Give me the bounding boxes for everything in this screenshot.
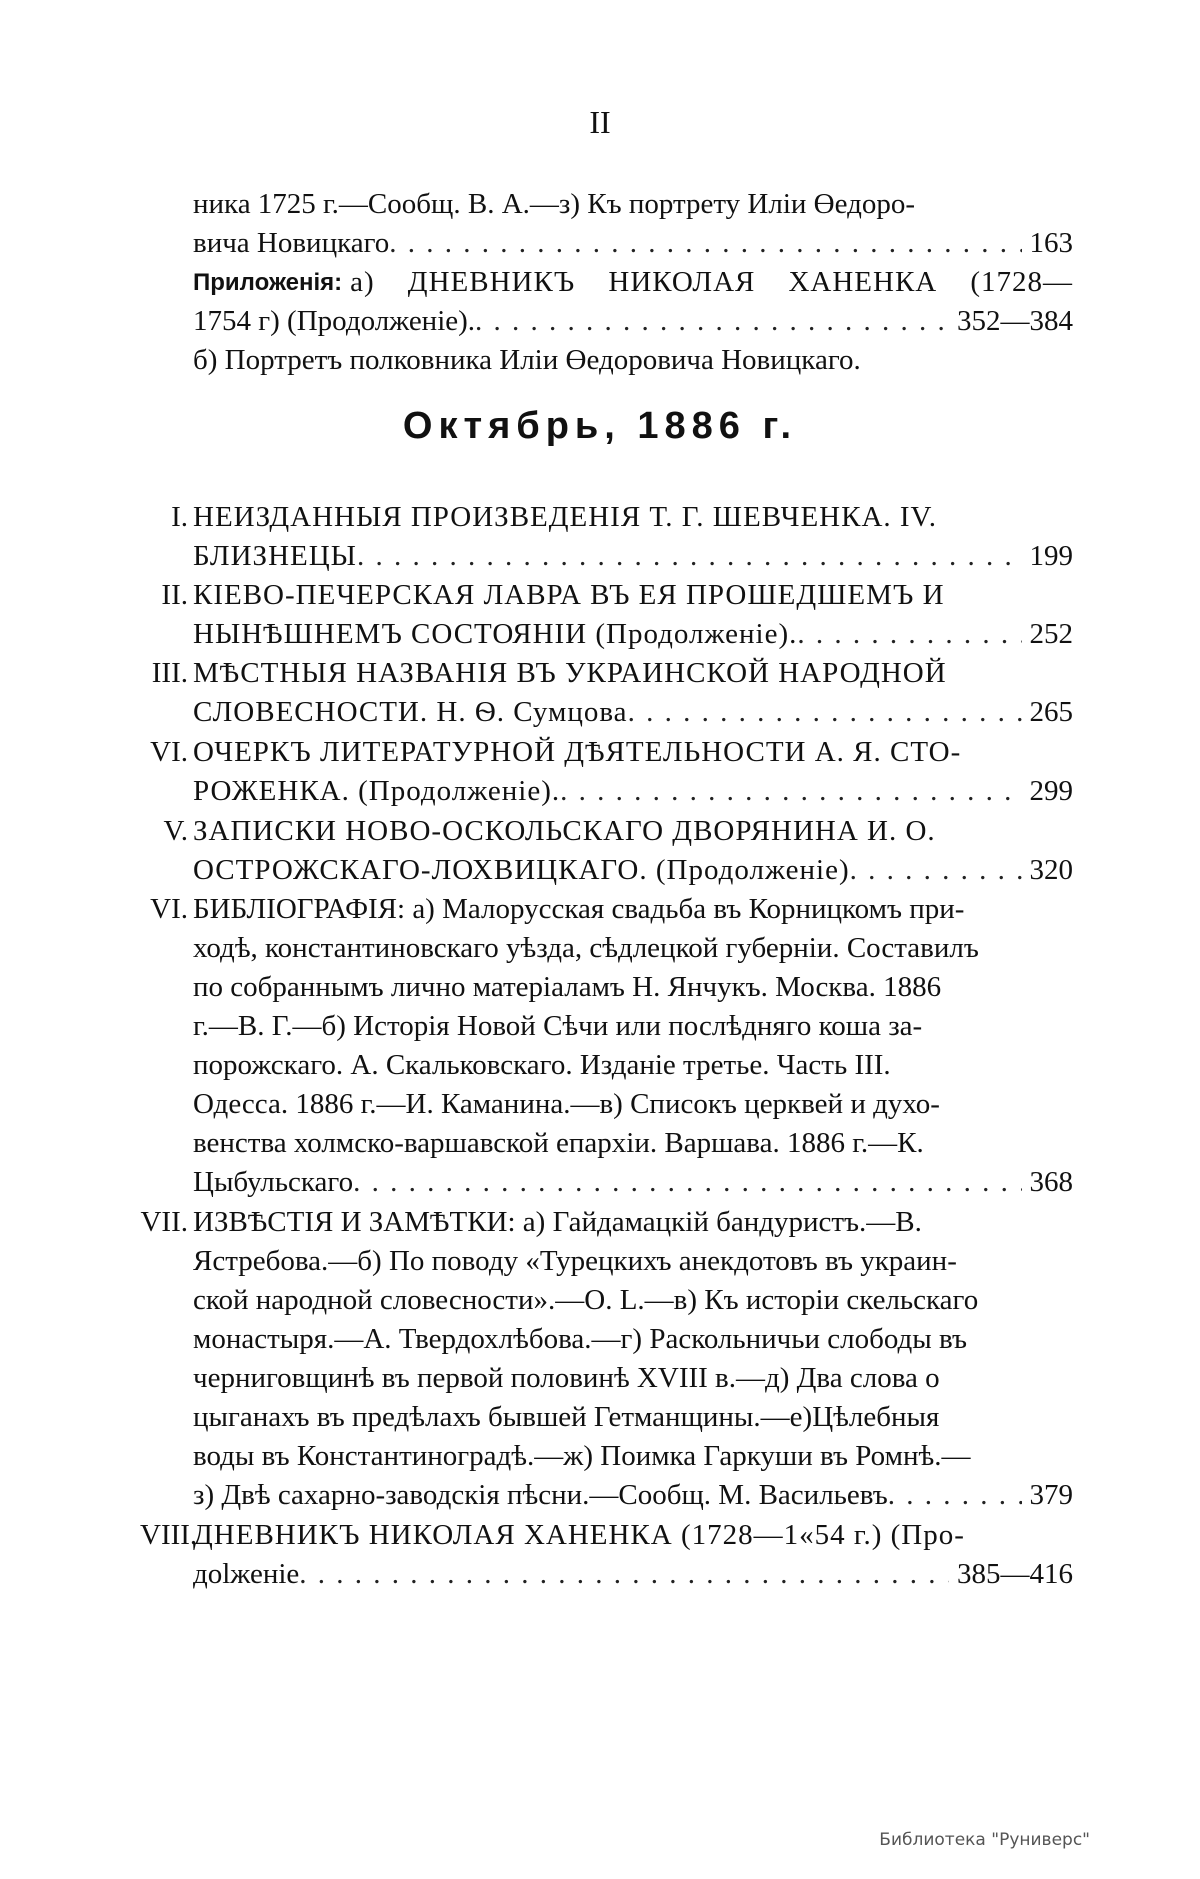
toc-entry [140,1516,1073,1594]
leader-dots [353,1163,1021,1202]
toc-entry [140,498,1073,576]
appendix-text: а) ДНЕВНИКЪ НИКОЛАЯ ХАНЕНКА (1728— [350,266,1073,298]
entry-page: 265 [1029,696,1073,728]
entry-line: ской народной словесности».—О. L.—в) Къ исторіи скельскаго [193,1284,979,1316]
entry-body [193,733,1073,811]
leader-dots [475,302,949,341]
entry-body [193,890,1073,1202]
leader-dots [888,1476,1022,1515]
entry-line: НЕИЗДАННЫЯ ПРОИЗВЕДЕНІЯ Т. Г. ШЕВЧЕНКА. IV. [193,501,938,533]
entry-last-text: доlженіе [193,1558,300,1590]
leader-dots [850,851,1022,890]
leader-dots [357,537,1022,576]
entry-last-line [193,772,1073,811]
entry-line: г.—В. Г.—б) Исторія Новой Сѣчи или послѣдняго коша за- [193,1010,923,1042]
entry-line: МѢСТНЫЯ НАЗВАНІЯ ВЪ УКРАИНСКОЙ НАРОДНОЙ [193,657,947,689]
continuation-line-2 [193,224,1073,263]
entry-line: ЗАПИСКИ НОВО-ОСКОЛЬСКАГО ДВОРЯНИНА И. О. [193,815,936,847]
month-heading: Октябрь, 1886 г. [402,405,798,447]
entry-last-line [193,537,1073,576]
toc-entry [140,733,1073,811]
entry-last-text: РОЖЕНКА. (Продолженіе). [193,775,561,807]
entry-last-text: Цыбульскаго [193,1166,354,1198]
entry-numeral: VII. [140,1206,188,1238]
leader-dots [628,693,1022,732]
entry-body [193,1203,1073,1515]
leader-dots [299,1555,949,1594]
toc-entry [140,890,1073,1202]
entry-numeral: VI. [150,736,188,768]
entry-last-line [193,615,1073,654]
entry-line: ОЧЕРКЪ ЛИТЕРАТУРНОЙ ДѢЯТЕЛЬНОСТИ А. Я. СТО- [193,736,962,768]
continuation-line-3 [193,263,1073,302]
entry-last-text: НЫНѢШНЕМЪ СОСТОЯНІИ (Продолженіе). [193,618,798,650]
entry-numeral: VI. [150,893,188,925]
page-ref: 352—384 [957,305,1073,337]
entry-body [193,576,1073,654]
entry-body [193,654,1073,732]
page-ref: 163 [1029,227,1073,259]
entry-numeral: II. [161,579,188,611]
entry-line: ДНЕВНИКЪ НИКОЛАЯ ХАНЕНКА (1728—1«54 г.) (Про- [193,1519,965,1551]
entry-body [193,1516,1073,1594]
entry-line: порожскаго. А. Скальковскаго. Изданіе третье. Часть III. [193,1049,891,1081]
entry-line: цыганахъ въ предѣлахъ бывшей Гетманщины.—е)Цѣлебныя [193,1401,940,1433]
entry-line: ходѣ, константиновскаго уѣзда, сѣдлецкой губерніи. Составилъ [193,932,979,964]
entry-line: Одесса. 1886 г.—И. Каманина.—в) Списокъ церквей и духо- [193,1088,940,1120]
entry-last-line [193,693,1073,732]
entry-line: БИБЛІОГРАФІЯ: а) Малорусская свадьба въ Корницкомъ при- [193,893,965,925]
entry-body [193,812,1073,890]
entry-page: 199 [1029,540,1073,572]
entry-page: 252 [1029,618,1073,650]
toc-entry [140,1203,1073,1515]
entry-body [193,498,1073,576]
leader-dots [797,615,1021,654]
entry-numeral: VIII. [140,1519,198,1551]
entry-numeral: V. [163,815,188,847]
continuation-line-4-text: 1754 г) (Продолженіе). [193,305,476,337]
toc-entry [140,654,1073,732]
continuation-line-2-text: вича Новицкаго [193,227,390,259]
entry-line: монастыря.—А. Твердохлѣбова.—г) Раскольничьи слободы въ [193,1323,967,1355]
entry-line: венства холмско-варшавской епархіи. Варшава. 1886 г.—К. [193,1127,924,1159]
entry-last-line [193,1163,1073,1202]
entry-line: воды въ Константиноградѣ.—ж) Поимка Гаркуши въ Ромнѣ.— [193,1440,971,1472]
entry-page: 299 [1029,775,1073,807]
entry-line: КІЕВО-ПЕЧЕРСКАЯ ЛАВРА ВЪ ЕЯ ПРОШЕДШЕМЪ И [193,579,945,611]
entry-numeral: I. [171,501,188,533]
toc-entry [140,812,1073,890]
entry-page: 385—416 [957,1558,1073,1590]
entry-last-line [193,851,1073,890]
entry-page: 320 [1029,854,1073,886]
appendix-label: Приложенія: [193,269,343,296]
entry-page: 368 [1029,1166,1073,1198]
entry-last-text: ОСТРОЖСКАГО-ЛОХВИЦКАГО. (Продолженіе) [193,854,850,886]
entry-last-line [193,1555,1073,1594]
footer-watermark: Библиотека "Руниверс" [879,1830,1090,1850]
continuation-line-1: ника 1725 г.—Сообщ. В. А.—з) Къ портрету Иліи Өедоро- [193,188,916,220]
continuation-line-4 [193,302,1073,341]
entry-numeral: III. [151,657,188,689]
entry-last-text: БЛИЗНЕЦЫ [193,540,357,572]
entry-page: 379 [1029,1479,1073,1511]
entry-line: черниговщинѣ въ первой половинѣ XVIII в.—д) Два слова о [193,1362,940,1394]
entry-last-line [193,1476,1073,1515]
entry-last-text: СЛОВЕСНОСТИ. Н. Ѳ. Сумцова [193,696,628,728]
entry-line: по собраннымъ лично матеріаламъ Н. Янчукъ. Москва. 1886 [193,971,942,1003]
continuation-line-5: б) Портретъ полковника Иліи Өедоровича Новицкаго. [193,344,861,376]
toc-entry [140,576,1073,654]
leader-dots [389,224,1021,263]
entry-last-text: з) Двѣ сахарно-заводскія пѣсни.—Сообщ. М. Васильевъ [193,1479,888,1511]
continuation-block [193,185,1073,380]
entry-line: Ястребова.—б) По поводу «Турецкихъ анекдотовъ въ украин- [193,1245,957,1277]
page-number: II [589,104,611,140]
entry-line: ИЗВѢСТІЯ И ЗАМѢТКИ: а) Гайдамацкій бандуристъ.—В. [193,1206,922,1238]
leader-dots [560,772,1021,811]
